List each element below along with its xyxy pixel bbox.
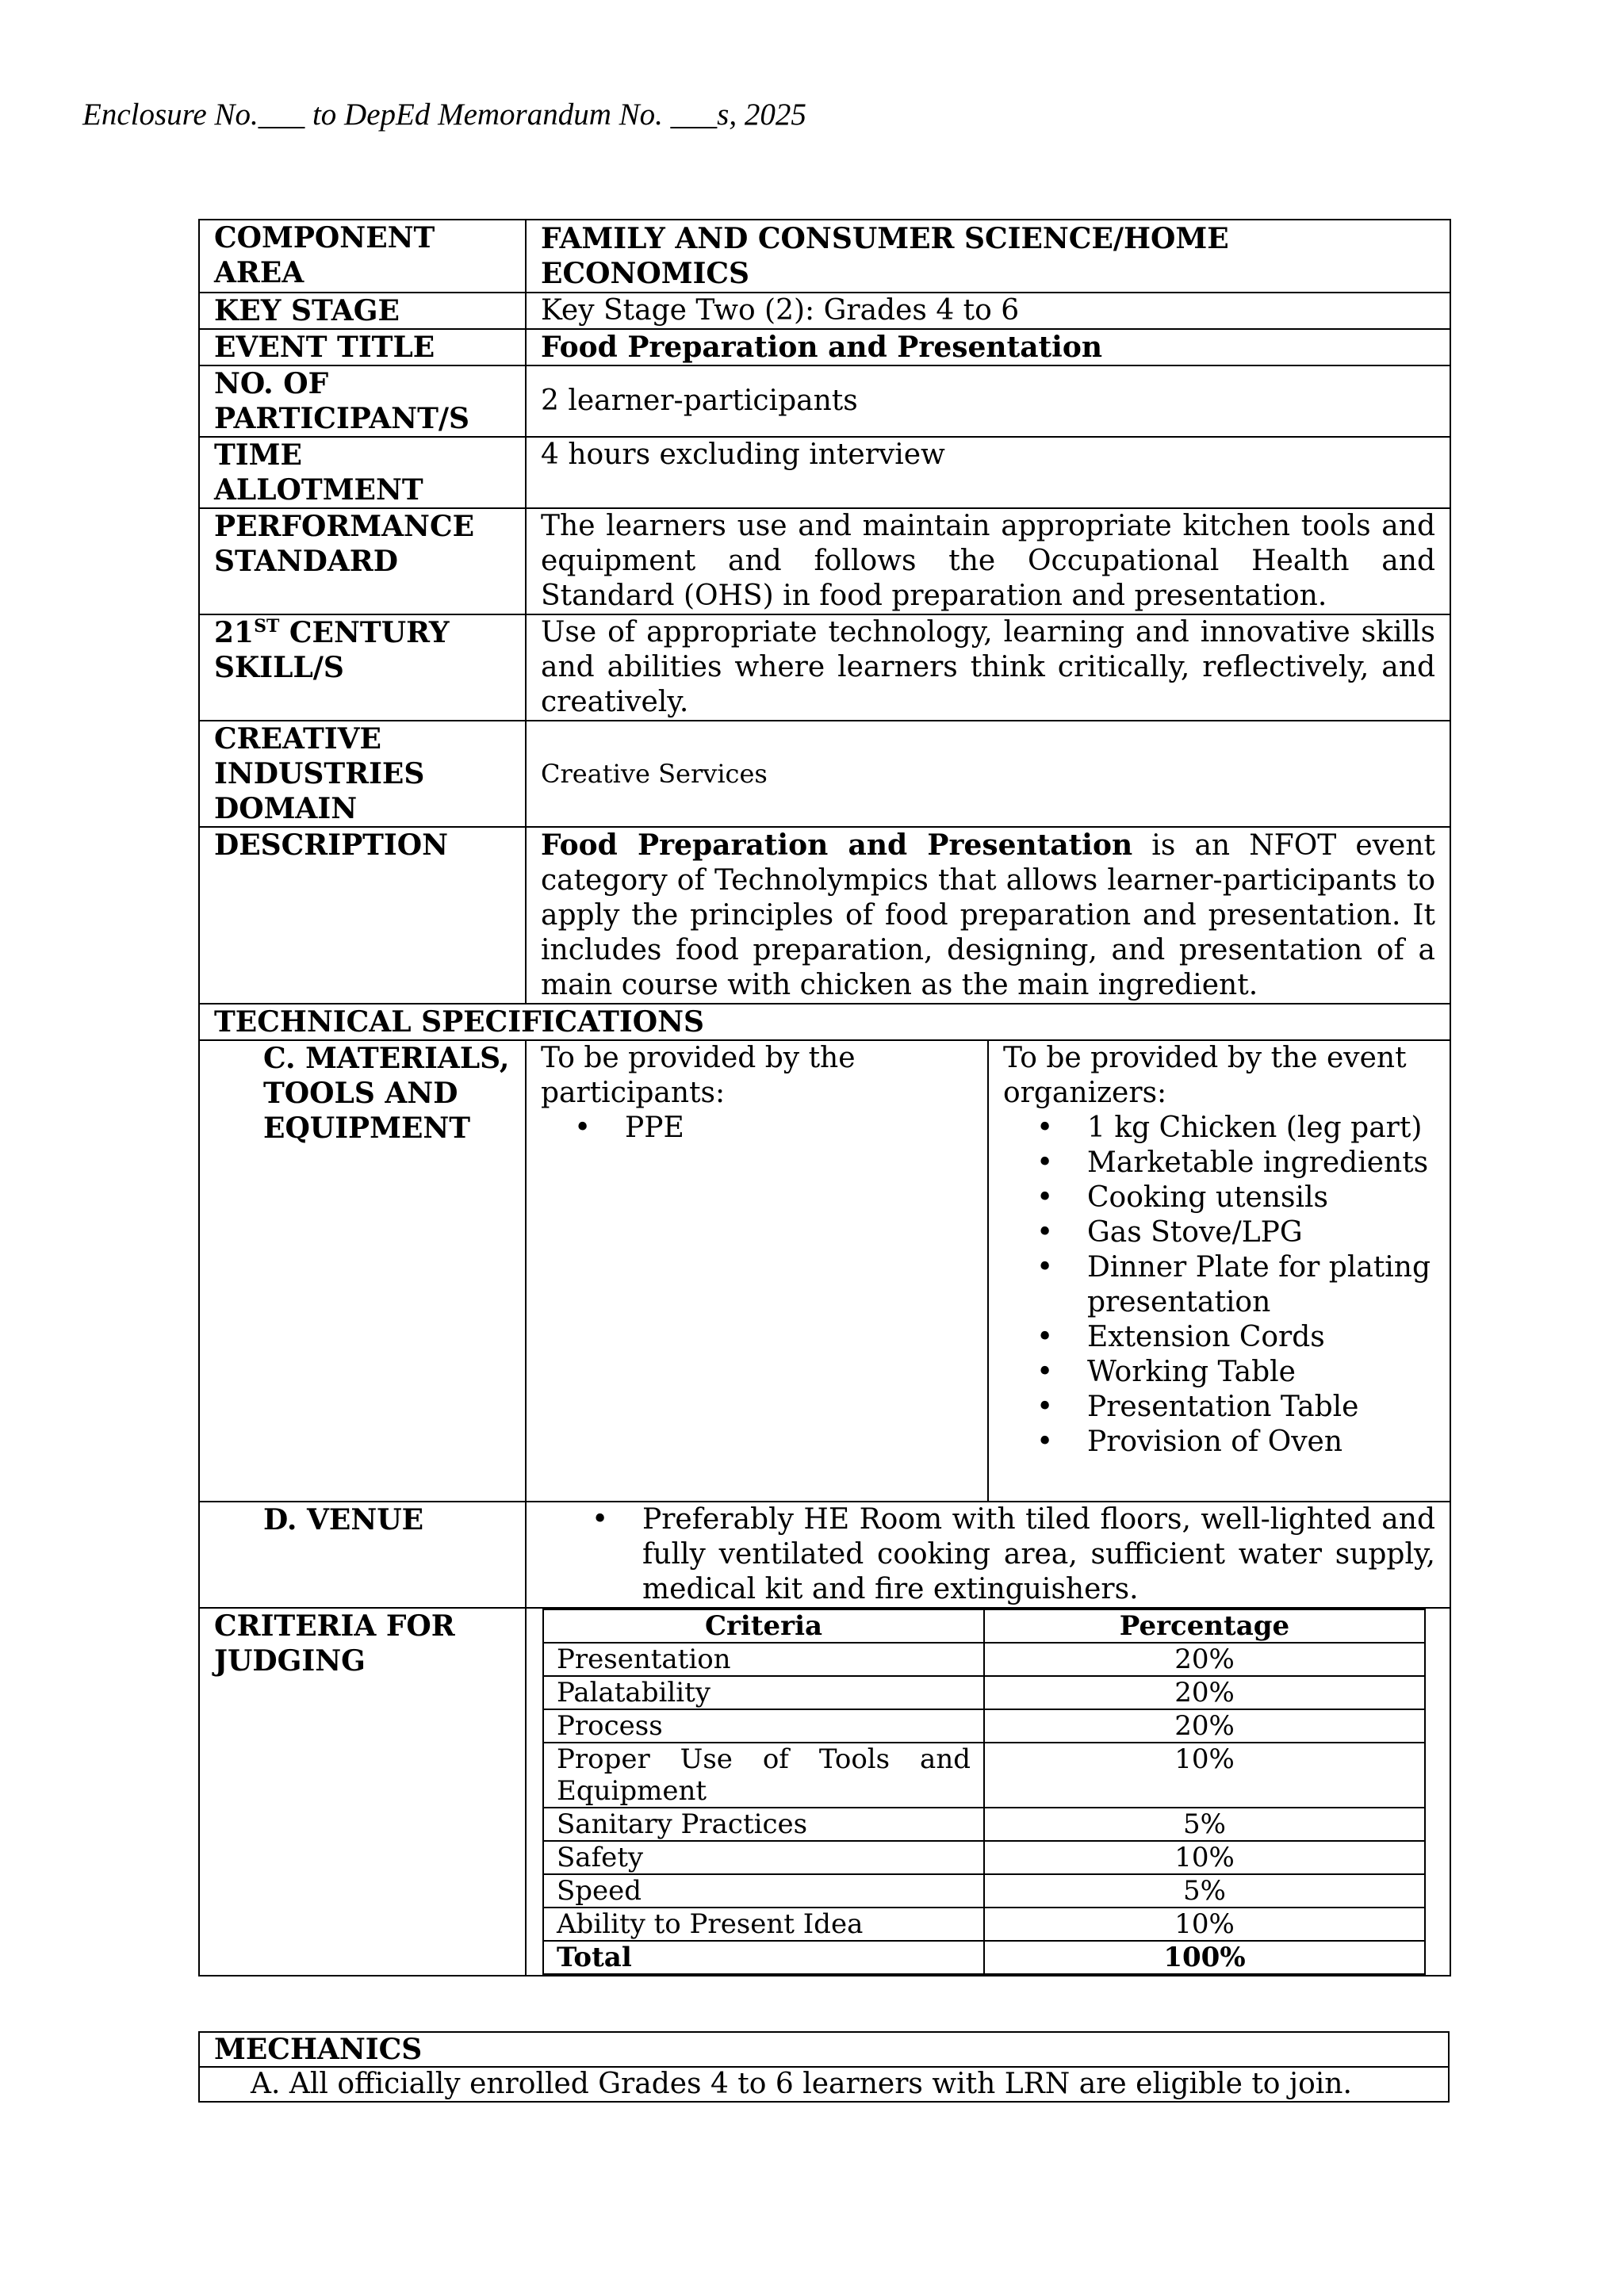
value-performance-standard: The learners use and maintain appropriate kitchen tools and equipment and follows the Occupational Health and Standard (OHS) in food preparation and presentation.	[526, 508, 1450, 614]
list-item: • Working Table	[1087, 1355, 1435, 1390]
criteria-percentage: 20%	[984, 1676, 1425, 1709]
label-key-stage: KEY STAGE	[199, 293, 526, 329]
table-row	[543, 1743, 1425, 1808]
criteria-cell	[526, 1608, 1450, 1976]
criteria-table	[542, 1609, 1426, 1975]
label-materials: C. MATERIALS, TOOLS AND EQUIPMENT	[199, 1040, 526, 1502]
participants-list	[541, 1111, 973, 1146]
row-venue	[199, 1502, 1450, 1608]
value-venue	[526, 1502, 1450, 1608]
label-criteria: CRITERIA FOR JUDGING	[199, 1608, 526, 1976]
materials-organizers-cell	[988, 1040, 1450, 1502]
total-value: 100%	[984, 1941, 1425, 1974]
technical-specifications-heading: TECHNICAL SPECIFICATIONS	[199, 1004, 1450, 1040]
list-item: • Dinner Plate for plating presentation	[1087, 1250, 1435, 1320]
list-item: • Preferably HE Room with tiled floors, well-lighted and fully ventilated cooking area, sufficient water supply, medical kit and fire extinguishers.	[642, 1502, 1435, 1607]
table-row	[543, 1709, 1425, 1743]
mechanics-table	[198, 2031, 1450, 2103]
row-performance-standard	[199, 508, 1450, 614]
row-criteria	[199, 1608, 1450, 1976]
criteria-percentage: 20%	[984, 1709, 1425, 1743]
row-description	[199, 827, 1450, 1004]
label-time-allotment: TIME ALLOTMENT	[199, 437, 526, 508]
criteria-name: Speed	[543, 1874, 984, 1908]
materials-participants-cell	[526, 1040, 988, 1502]
criteria-name: Palatability	[543, 1676, 984, 1709]
list-item: • 1 kg Chicken (leg part)	[1087, 1111, 1435, 1146]
row-event-title	[199, 329, 1450, 365]
table-row	[543, 1874, 1425, 1908]
total-row	[543, 1941, 1425, 1974]
table-row	[543, 1643, 1425, 1676]
mechanics-heading: MECHANICS	[199, 2032, 1449, 2067]
list-item: • Provision of Oven	[1087, 1425, 1435, 1460]
label-performance-standard: PERFORMANCE STANDARD	[199, 508, 526, 614]
mechanics-item-row	[199, 2067, 1449, 2102]
table-row	[543, 1841, 1425, 1874]
table-row	[543, 1676, 1425, 1709]
list-item: • Extension Cords	[1087, 1320, 1435, 1355]
table-row	[543, 1808, 1425, 1841]
criteria-name: Presentation	[543, 1643, 984, 1676]
label-century-skills: 21ST CENTURY SKILL/S	[199, 614, 526, 721]
row-materials	[199, 1040, 1450, 1502]
list-item: • Presentation Table	[1087, 1390, 1435, 1425]
value-key-stage: Key Stage Two (2): Grades 4 to 6	[526, 293, 1450, 329]
criteria-name: Ability to Present Idea	[543, 1908, 984, 1941]
total-label: Total	[543, 1941, 984, 1974]
criteria-percentage: 10%	[984, 1743, 1425, 1808]
label-description: DESCRIPTION	[199, 827, 526, 1004]
value-participants: 2 learner-participants	[526, 365, 1450, 437]
value-event-title: Food Preparation and Presentation	[526, 329, 1450, 365]
label-component-area: COMPONENT AREA	[199, 220, 526, 293]
row-technical-specifications	[199, 1004, 1450, 1040]
criteria-name: Proper Use of Tools and Equipment	[543, 1743, 984, 1808]
list-item: • Marketable ingredients	[1087, 1146, 1435, 1181]
value-century-skills: Use of appropriate technology, learning and innovative skills and abilities where learners think critically, reflectively, and creatively.	[526, 614, 1450, 721]
label-event-title: EVENT TITLE	[199, 329, 526, 365]
criteria-percentage: 5%	[984, 1808, 1425, 1841]
enclosure-header: Enclosure No.___ to DepEd Memorandum No. ___s, 2025	[82, 98, 806, 132]
organizers-heading: To be provided by the event organizers:	[1003, 1042, 1407, 1109]
criteria-percentage: 5%	[984, 1874, 1425, 1908]
mechanics-heading-row	[199, 2032, 1449, 2067]
row-component-area	[199, 220, 1450, 293]
row-creative-industries	[199, 721, 1450, 827]
row-time-allotment	[199, 437, 1450, 508]
label-participants: NO. OF PARTICIPANT/S	[199, 365, 526, 437]
criteria-percentage: 10%	[984, 1908, 1425, 1941]
criteria-header-row	[543, 1609, 1425, 1643]
venue-list	[541, 1502, 1435, 1607]
event-spec-table	[198, 219, 1451, 1976]
row-participants	[199, 365, 1450, 437]
table-row	[543, 1908, 1425, 1941]
criteria-name: Sanitary Practices	[543, 1808, 984, 1841]
list-item: • PPE	[625, 1111, 973, 1146]
criteria-percentage: 10%	[984, 1841, 1425, 1874]
criteria-percentage: 20%	[984, 1643, 1425, 1676]
label-creative-industries: CREATIVE INDUSTRIES DOMAIN	[199, 721, 526, 827]
list-item: • Cooking utensils	[1087, 1181, 1435, 1215]
mechanics-item: A. All officially enrolled Grades 4 to 6 learners with LRN are eligible to join.	[199, 2067, 1449, 2102]
row-century-skills	[199, 614, 1450, 721]
criteria-name: Process	[543, 1709, 984, 1743]
label-venue: D. VENUE	[199, 1502, 526, 1608]
row-key-stage	[199, 293, 1450, 329]
list-item: • Gas Stove/LPG	[1087, 1215, 1435, 1250]
value-time-allotment: 4 hours excluding interview	[526, 437, 1450, 508]
criteria-name: Safety	[543, 1841, 984, 1874]
participants-heading: To be provided by the participants:	[541, 1042, 856, 1109]
percentage-column-header: Percentage	[984, 1609, 1425, 1643]
criteria-column-header: Criteria	[543, 1609, 984, 1643]
value-description: Food Preparation and Presentation is an NFOT event category of Technolympics that allows learner-participants to apply the principles of food preparation and presentation. It includes food preparation, designing, and presentation of a main course with chicken as the main ingredient.	[526, 827, 1450, 1004]
value-component-area: FAMILY AND CONSUMER SCIENCE/HOME ECONOMICS	[526, 220, 1450, 293]
value-creative-industries: Creative Services	[526, 721, 1450, 827]
organizers-list	[1003, 1111, 1435, 1460]
